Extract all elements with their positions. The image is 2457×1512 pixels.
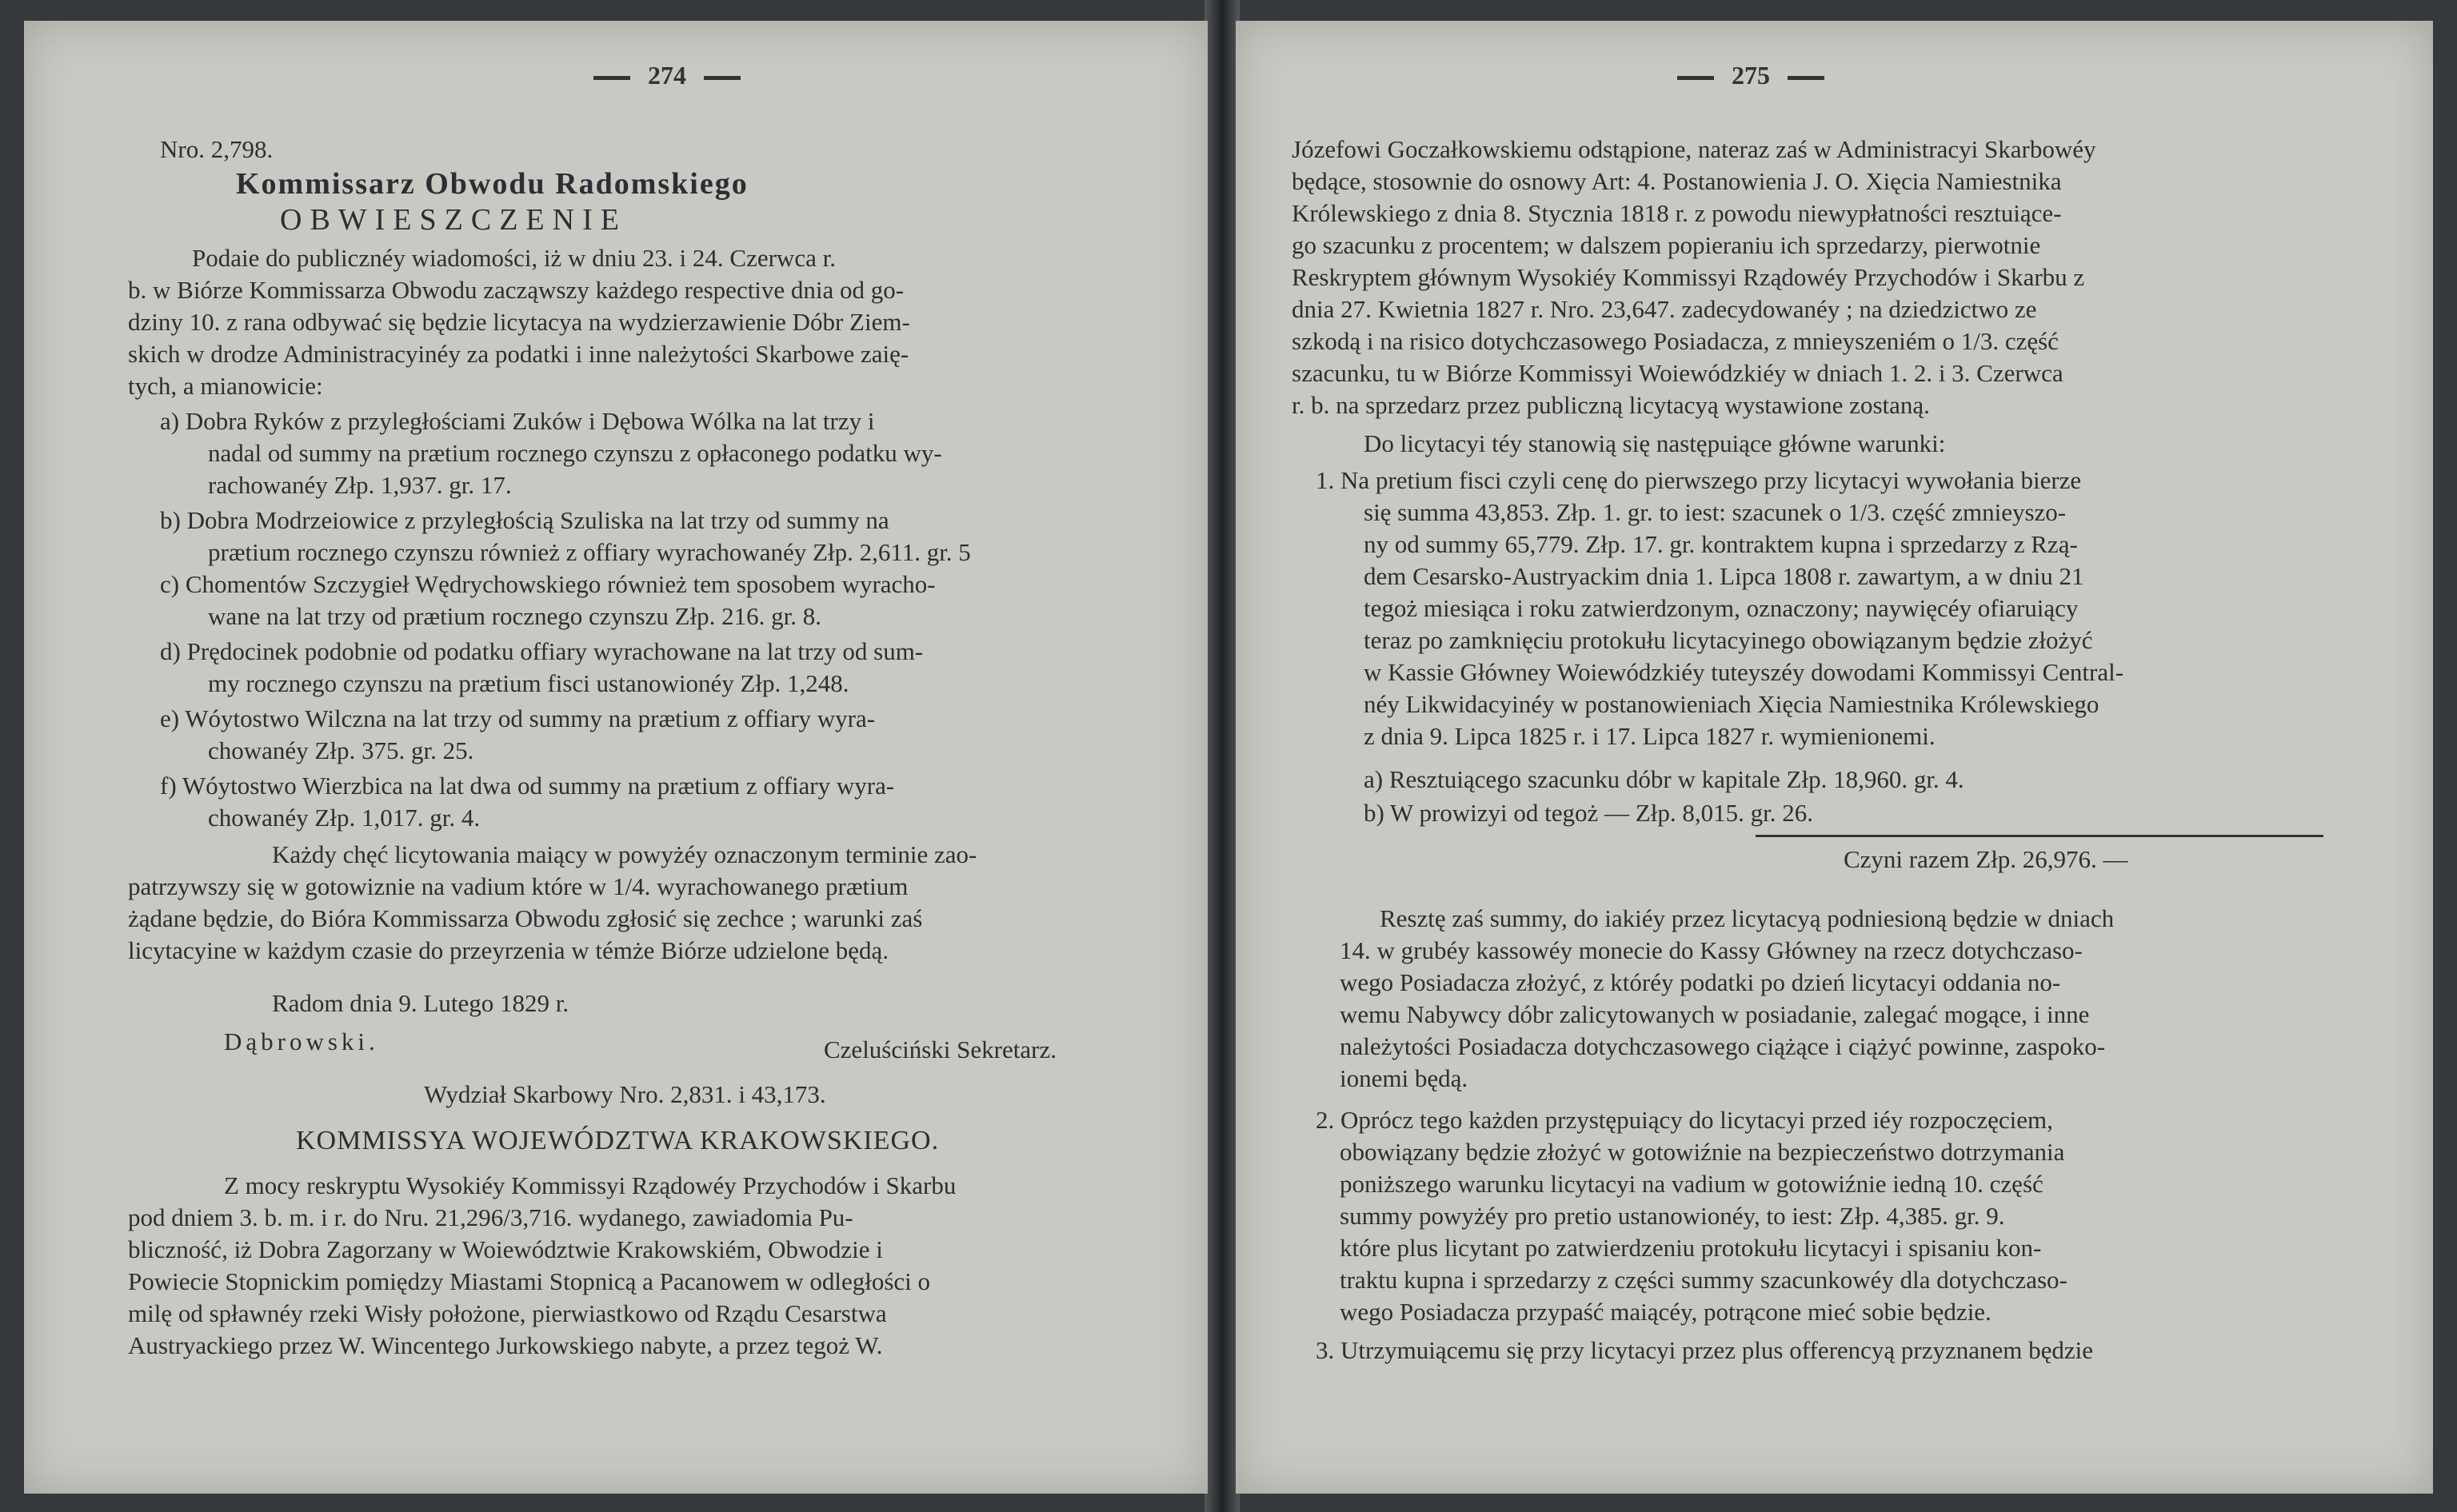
- section-reference: Wydział Skarbowy Nro. 2,831. i 43,173.: [424, 1080, 826, 1108]
- place-date-line: Radom dnia 9. Lutego 1829 r.: [272, 989, 569, 1017]
- text-line: néy Likwidacyinéy w postanowieniach Xięcia Namiestnika Królewskiego: [1364, 690, 2099, 718]
- list-item: a) Dobra Ryków z przyległościami Zuków i Dębowa Wólka na lat trzy i: [160, 407, 875, 435]
- notice-title: OBWIESZCZENIE: [280, 203, 627, 237]
- text-line: licytacyine w każdym czasie do przeyrzenia w témże Biórze udzielone będą.: [128, 936, 889, 964]
- text-line: Reskryptem głównym Wysokiéy Kommissyi Rządowéy Przychodów i Skarbu z: [1292, 263, 2085, 291]
- text-line: summy powyżéy pro pretio ustanowionéy, to iest: Złp. 4,385. gr. 9.: [1340, 1202, 2005, 1230]
- signature-name: Dąbrowski.: [224, 1027, 379, 1055]
- text-line: rachowanéy Złp. 1,937. gr. 17.: [208, 471, 512, 499]
- text-line: z dnia 9. Lipca 1825 r. i 17. Lipca 1827 r. wymienionemi.: [1364, 722, 1936, 750]
- text-line: Każdy chęć licytowania maiący w powyżéy oznaczonym terminie zao-: [272, 840, 977, 868]
- text-line: teraz po zamknięciu protokułu licytacyinego obowiązanym będzie złożyć: [1364, 626, 2093, 654]
- text-line: ionemi będą.: [1340, 1064, 1468, 1092]
- list-item: e) Wóytostwo Wilczna na lat trzy od summy na prætium z offiary wyra-: [160, 704, 876, 732]
- text-line: dnia 27. Kwietnia 1827 r. Nro. 23,647. zadecydowanéy ; na dziedzictwo ze: [1292, 295, 2037, 323]
- text-line: 14. w grubéy kassowéy monecie do Kassy Główney na rzecz dotychczaso-: [1340, 936, 2083, 964]
- text-line: chowanéy Złp. 375. gr. 25.: [208, 736, 474, 764]
- text-line: Do licytacyi téy stanowią się następuiące główne warunki:: [1364, 429, 1946, 457]
- text-line: należytości Posiadacza dotychczasowego ciążące i ciążyć powinne, zaspoko-: [1340, 1032, 2106, 1060]
- condition-item: 2. Oprócz tego każden przystępuiący do licytacyi przed iéy rozpoczęciem,: [1316, 1106, 2053, 1134]
- text-line: r. b. na sprzedarz przez publiczną licytacyą wystawione zostaną.: [1292, 391, 1930, 419]
- amount-line: a) Resztuiącego szacunku dóbr w kapitale Złp. 18,960. gr. 4.: [1364, 765, 1964, 793]
- list-item: b) Dobra Modrzeiowice z przyległością Szuliska na lat trzy od summy na: [160, 506, 889, 534]
- text-line: wemu Nabywcy dóbr zalicytowanych w posiadanie, zalegać mogące, i inne: [1340, 1000, 2090, 1028]
- text-line: Z mocy reskryptu Wysokiéy Kommissyi Rządowéy Przychodów i Skarbu: [224, 1171, 957, 1199]
- text-line: Resztę zaś summy, do iakiéy przez licytacyą podniesioną będzie w dniach: [1380, 904, 2115, 932]
- text-line: Austryackiego przez W. Wincentego Jurkowskiego nabyte, a przez tegoż W.: [128, 1331, 883, 1359]
- text-line: szacunku, tu w Biórze Kommissyi Woiewódzkiéy w dniach 1. 2. i 3. Czerwca: [1292, 359, 2063, 387]
- text-line: poniższego warunku licytacyi na vadium w gotowiźnie iedną 10. część: [1340, 1170, 2044, 1198]
- text-line: Józefowi Goczałkowskiemu odstąpione, nateraz zaś w Administracyi Skarbowéy: [1292, 135, 2096, 163]
- text-line: skich w drodze Administracyinéy za podatki i inne należytości Skarbowe zaię-: [128, 340, 909, 368]
- text-line: wane na lat trzy od prætium rocznego czynszu Złp. 216. gr. 8.: [208, 602, 822, 630]
- text-line: dziny 10. z rana odbywać się będzie licytacya na wydzierzawienie Dóbr Ziem-: [128, 308, 910, 336]
- text-line: tegoż miesiąca i roku zatwierdzonym, oznaczony; naywięcéy ofiaruiący: [1364, 594, 2079, 622]
- text-line: żądane będzie, do Biórа Kommissarza Obwodu zgłosić się zechce ; warunki zaś: [128, 904, 923, 932]
- text-line: będące, stosownie do osnowy Art: 4. Postanowienia J. O. Xięcia Namiestnika: [1292, 167, 2062, 195]
- text-line: wego Posiadacza złożyć, z któréy podatki po dzień licytacyi oddania no-: [1340, 968, 2061, 996]
- sum-rule: [1756, 835, 2323, 837]
- condition-item: 1. Na pretium fisci czyli cenę do pierwszego przy licytacyi wywołania bierze: [1316, 466, 2082, 494]
- text-line: b. w Biórze Kommissarza Obwodu zacząwszy każdego respective dnia od go-: [128, 276, 905, 304]
- text-line: patrzywszy się w gotowiznie na vadium które w 1/4. wyrachowanego prætium: [128, 872, 909, 900]
- text-line: dem Cesarsko-Austryackim dnia 1. Lipca 1808 r. zawartym, a w dniu 21: [1364, 562, 2084, 590]
- text-line: nadal od summy na prætium rocznego czynszu z opłaconego podatku wy-: [208, 439, 942, 467]
- section-heading: KOMMISSYA WOJEWÓDZTWA KRAKOWSKIEGO.: [296, 1126, 940, 1155]
- text-line: prætium rocznego czynszu również z offiary wyrachowanéy Złp. 2,611. gr. 5: [208, 538, 971, 566]
- text-line: Powiecie Stopnickim pomiędzy Miastami Stopnicą a Pacanowem w odległości o: [128, 1267, 931, 1295]
- page-number-right: 275: [1660, 61, 1842, 90]
- list-item: f) Wóytostwo Wierzbica na lat dwa od summy na prætium z offiary wyra-: [160, 772, 895, 800]
- text-line: szkodą i na risico dotychczasowego Posiadacza, z mnieyszeniém o 1/3. część: [1292, 327, 2059, 355]
- text-line: my rocznego czynszu na prætium fisci ustanowionéy Złp. 1,248.: [208, 669, 849, 697]
- list-item: c) Chomentów Szczygieł Wędrychowskiego również tem sposobem wyracho-: [160, 570, 936, 598]
- book-gutter: [1205, 0, 1240, 1512]
- text-line: się summa 43,853. Złp. 1. gr. to iest: szacunek o 1/3. część zmnieyszo-: [1364, 498, 2067, 526]
- text-line: Królewskiego z dnia 8. Stycznia 1818 r. z powodu niewypłatności resztuiące-: [1292, 199, 2062, 227]
- text-line: go szacunku z procentem; w dalszem popieraniu ich sprzedarzy, pierwotnie: [1292, 231, 2041, 259]
- text-line: pod dniem 3. b. m. i r. do Nru. 21,296/3,716. wydanego, zawiadomia Pu-: [128, 1203, 853, 1231]
- text-line: Podaie do publicznéy wiadomości, iż w dniu 23. i 24. Czerwca r.: [192, 244, 836, 272]
- text-line: w Kassie Główney Woiewódzkiéy tuteyszéy dowodami Kommissyi Central-: [1364, 658, 2124, 686]
- signature-secretary: Czeluściński Sekretarz.: [824, 1035, 1057, 1063]
- text-line: milę od spławnéy rzeki Wisły położone, pierwiastkowo od Rządu Cesarstwa: [128, 1299, 887, 1327]
- condition-item: 3. Utrzymuiącemu się przy licytacyi przez plus offerencyą przyznanem będzie: [1316, 1336, 2094, 1364]
- page-number-left: 274: [576, 61, 758, 90]
- notice-issuer-heading: Kommissarz Obwodu Radomskiego: [236, 167, 749, 201]
- text-line: które plus licytant po zatwierdzeniu protokułu licytacyi i spisaniu kon-: [1340, 1234, 2042, 1262]
- text-line: chowanéy Złp. 1,017. gr. 4.: [208, 804, 481, 832]
- text-line: ny od summy 65,779. Złp. 17. gr. kontraktem kupna i sprzedarzy z Rzą-: [1364, 530, 2078, 558]
- amount-line: b) W prowizyi od tegoż — Złp. 8,015. gr. 26.: [1364, 799, 1813, 827]
- text-line: obowiązany będzie złożyć w gotowiźnie na bezpieczeństwo dotrzymania: [1340, 1138, 2065, 1166]
- list-item: d) Prędocinek podobnie od podatku offiary wyrachowane na lat trzy od sum-: [160, 637, 924, 665]
- text-line: tych, a mianowicie:: [128, 372, 323, 400]
- total-line: Czyni razem Złp. 26,976. —: [1844, 845, 2128, 873]
- text-line: traktu kupna i sprzedarzy z części summy szacunkowéy dla dotychczaso-: [1340, 1266, 2067, 1294]
- text-line: bliczność, iż Dobra Zagorzany w Woiewództwie Krakowskiém, Obwodzie i: [128, 1235, 883, 1263]
- text-line: wego Posiadacza przypaść maiącéy, potrącone mieć sobie będzie.: [1340, 1298, 1992, 1326]
- text-line: Nro. 2,798.: [160, 135, 274, 163]
- right-page: [1236, 21, 2433, 1494]
- left-page: [24, 21, 1208, 1494]
